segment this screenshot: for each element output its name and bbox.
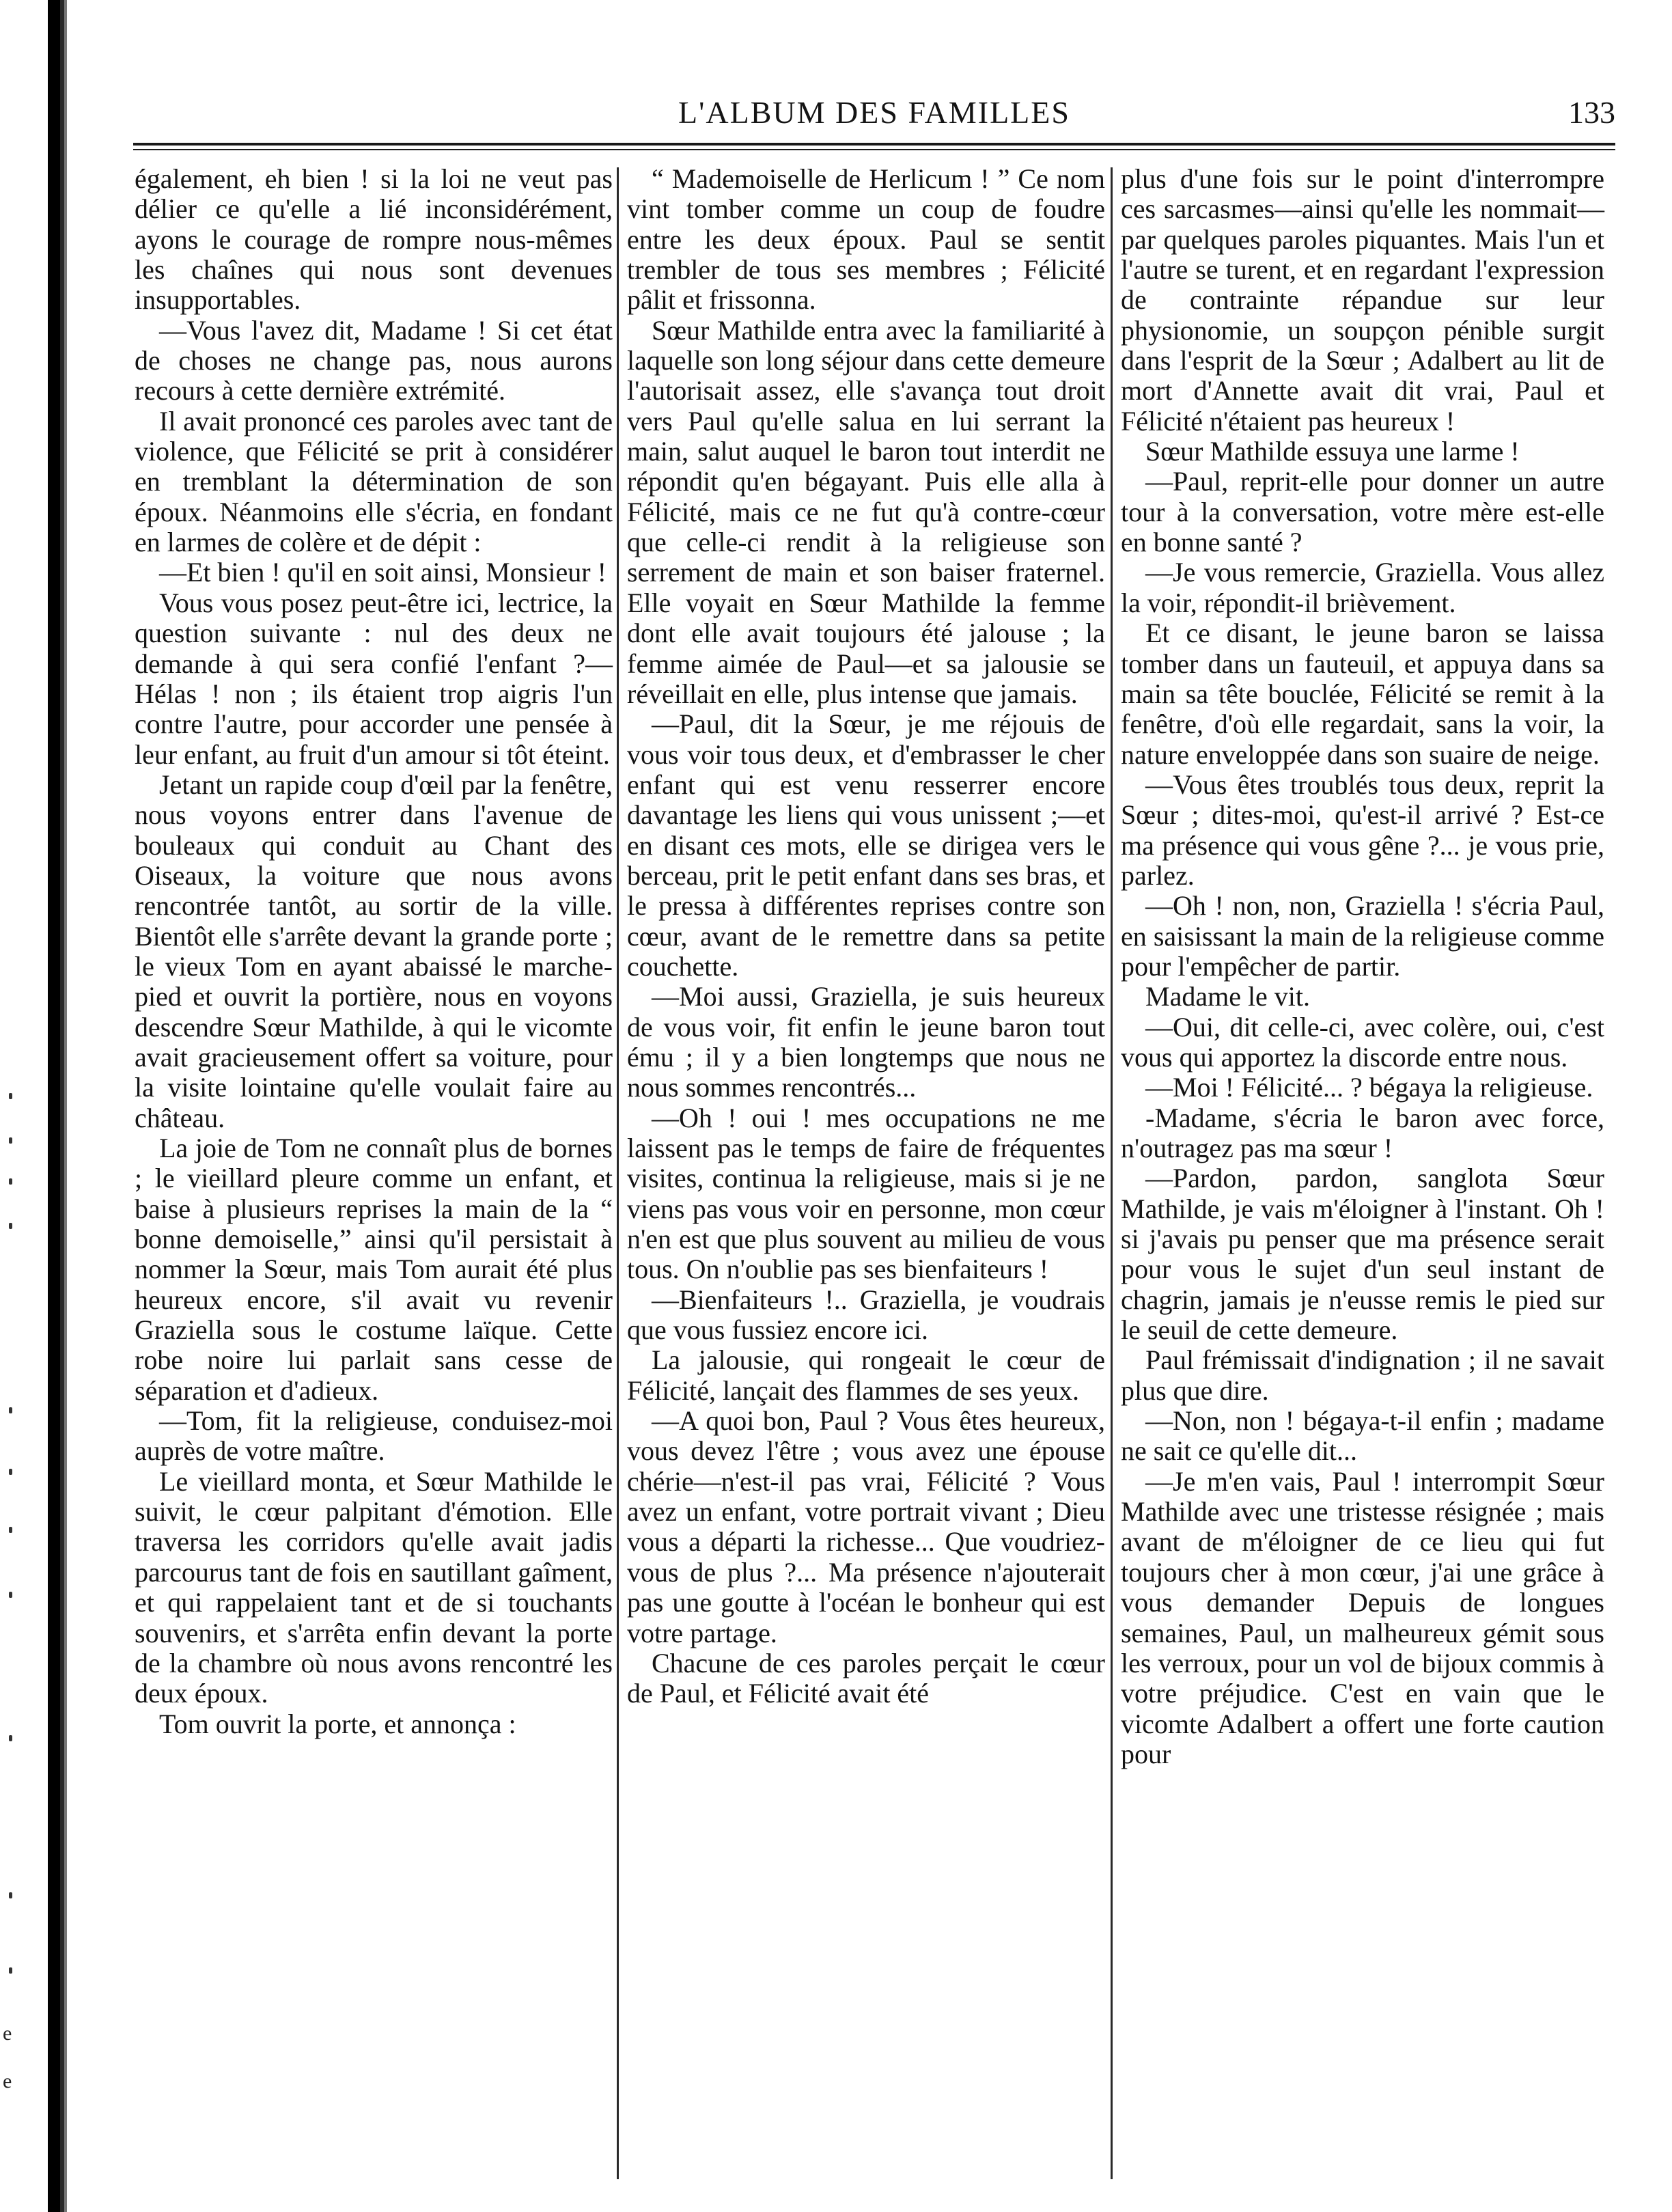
column-divider xyxy=(1111,167,1113,2179)
paragraph: —A quoi bon, Paul ? Vous êtes heureux, vous devez l'être ; vous avez une épouse chérie—n'est-il pas vrai, Félicité ? Vous avez un enfant, votre portrait vivant ; Dieu vous a départi la richesse... Que voudriez-vous de plus ?... Ma présence n'ajouterait pas une goutte à l'océan le bonheur qui est votre partage. xyxy=(627,1405,1105,1648)
paragraph: —Oui, dit celle-ci, avec colère, oui, c'est vous qui apportez la discorde entre nous. xyxy=(1121,1011,1604,1073)
paragraph: —Pardon, pardon, sanglota Sœur Mathilde, je vais m'éloigner à l'instant. Oh ! si j'avais pu penser que ma présence serait pour vous le sujet d'un seul instant de chagrin, jamais je n'eusse remis le pied sur le seuil de cette demeure. xyxy=(1121,1163,1604,1346)
margin-speck xyxy=(9,1223,12,1229)
page-number: 133 xyxy=(1568,95,1615,130)
paragraph: La joie de Tom ne connaît plus de bornes ; le vieillard pleure comme un enfant, et baise à plusieurs reprises la main de la “ bonne demoiselle,” ainsi qu'il persistait à nommer la Sœur, mais Tom aurait été plus heureux encore, s'il avait vu revenir Graziella sous le costume laïque. Cette robe noire lui parlait sans cesse de séparation et d'adieux. xyxy=(135,1133,613,1406)
paragraph: —Moi ! Félicité... ? bégaya la religieuse. xyxy=(1145,1072,1593,1103)
paragraph: —Oh ! oui ! mes occupations ne me laissent pas le temps de faire de fréquentes visites, continua la religieuse, mais si je ne viens pas vous voir en personne, mon cœur n'en est que plus souvent au milieu de vous tous. On n'oublie pas ses bienfaiteurs ! xyxy=(627,1102,1105,1285)
publication-title: L'ALBUM DES FAMILLES xyxy=(678,95,1070,130)
paragraph: Et ce disant, le jeune baron se laissa tomber dans un fauteuil, et appuya dans sa main sa tête bouclée, Félicité se remit à la fenêtre, d'où elle regardait, sans la voir, la nature enveloppée dans son suaire de neige. xyxy=(1121,618,1604,770)
paragraph: —Oh ! non, non, Graziella ! s'écria Paul, en saisissant la main de la religieuse comme pour l'empêcher de partir. xyxy=(1121,890,1604,982)
paragraph: —Paul, reprit-elle pour donner un autre tour à la conversation, votre mère est-elle en bonne santé ? xyxy=(1121,466,1604,558)
margin-mark: e xyxy=(3,2070,12,2092)
margin-speck xyxy=(9,1469,12,1475)
paragraph: —Tom, fit la religieuse, conduisez-moi auprès de votre maître. xyxy=(135,1405,613,1467)
running-header xyxy=(133,87,1615,135)
paragraph: Chacune de ces paroles perçait le cœur de Paul, et Félicité avait été xyxy=(627,1647,1105,1709)
paragraph: Jetant un rapide coup d'œil par la fenêtre, nous voyons entrer dans l'avenue de bouleaux qui conduit au Chant des Oiseaux, la voiture que nous avons rencontrée tantôt, au sortir de la ville. Bientôt elle s'arrête devant la grande porte ; le vieux Tom en ayant abaissé le marche-pied et ouvrit la portière, nous en voyons descendre Sœur Mathilde, à qui le vicomte avait gracieusement offert sa voiture, pour la visite lointaine qu'elle voulait faire au château. xyxy=(135,769,613,1133)
paragraph: —Je vous remercie, Graziella. Vous allez la voir, répondit-il brièvement. xyxy=(1121,557,1604,618)
paragraph: -Madame, s'écria le baron avec force, n'outragez pas ma sœur ! xyxy=(1121,1102,1604,1163)
paragraph: —Et bien ! qu'il en soit ainsi, Monsieur ! xyxy=(159,557,607,588)
margin-speck xyxy=(9,1527,12,1533)
paragraph: Vous vous posez peut-être ici, lectrice, la question suivante : nul des deux ne demande à qui sera confié l'enfant ?—Hélas ! non ; ils étaient trop aigris l'un contre l'autre, pour accorder une pensée à leur enfant, au fruit d'un amour si tôt éteint. xyxy=(135,587,613,770)
paragraph: —Je m'en vais, Paul ! interrompit Sœur Mathilde avec une tristesse résignée ; mais avant de m'éloigner de ce lieu qui fut toujours cher à mon cœur, j'ai une grâce à vous demander Depuis de longues semaines, Paul, un malheureux gémit sous les verroux, pour un vol de bijoux commis à votre préjudice. C'est en vain que le vicomte Adalbert a offert une forte caution pour xyxy=(1121,1465,1604,1769)
column-divider xyxy=(617,167,619,2179)
paragraph: —Vous êtes troublés tous deux, reprit la Sœur ; dites-moi, qu'est-il arrivé ? Est-ce ma présence qui vous gêne ?... je vous prie, parlez. xyxy=(1121,769,1604,891)
paragraph: plus d'une fois sur le point d'interrompre ces sarcasmes—ainsi qu'elle les nommait—par quelques paroles piquantes. Mais l'un et l'autre se turent, et en regardant l'expression de contrainte répandue sur leur physionomie, un soupçon pénible surgit dans l'esprit de la Sœur ; Adalbert au lit de mort d'Annette avait dit vrai, Paul et Félicité n'étaient pas heureux ! xyxy=(1121,163,1604,437)
paragraph: —Vous l'avez dit, Madame ! Si cet état de choses ne change pas, nous aurons recours à cette dernière extrémité. xyxy=(135,314,613,406)
paragraph: Madame le vit. xyxy=(1145,981,1311,1012)
paragraph: Sœur Mathilde entra avec la familiarité à laquelle son long séjour dans cette demeure l'autorisait assez, elle s'avança tout droit vers Paul qu'elle salua en lui serrant la main, salut auquel le baron tout interdit ne répondit qu'en bégayant. Puis elle alla à Félicité, mais ce ne fut qu'à contre-cœur que celle-ci rendit à la religieuse son serrement de main et son baiser fraternel. Elle voyait en Sœur Mathilde la femme dont elle avait toujours été jalouse ; la femme aimée de Paul—et sa jalousie se réveillait en elle, plus intense que jamais. xyxy=(627,314,1105,709)
paragraph: Tom ouvrit la porte, et annonça : xyxy=(159,1708,516,1739)
paragraph: également, eh bien ! si la loi ne veut pas délier ce qu'elle a lié inconsidérément, ayons le courage de rompre nous-mêmes les chaînes qui nous sont devenues insupportables. xyxy=(135,163,613,316)
paragraph: Il avait prononcé ces paroles avec tant de violence, que Félicité se prit à considérer en tremblant la détermination de son époux. Néanmoins elle s'écria, en fondant en larmes de colère et de dépit : xyxy=(135,405,613,558)
margin-speck xyxy=(9,1735,12,1741)
header-rule-thin xyxy=(133,149,1615,150)
paragraph: La jalousie, qui rongeait le cœur de Félicité, lançait des flammes de ses yeux. xyxy=(627,1344,1105,1406)
margin-speck xyxy=(9,1892,12,1898)
text-column-3 xyxy=(1121,164,1604,1769)
margin-mark: e xyxy=(3,2022,12,2045)
margin-speck xyxy=(9,1137,12,1144)
margin-speck xyxy=(9,1967,12,1974)
text-column-1 xyxy=(135,164,613,1739)
paragraph: —Paul, dit la Sœur, je me réjouis de vous voir tous deux, et d'embrasser le cher enfant qui est venu resserrer encore davantage les liens qui vous unissent ;—et en disant ces mots, elle se dirigea vers le berceau, prit le petit enfant dans ses bras, et le pressa à différentes reprises contre son cœur, avant de le remettre dans sa petite couchette. xyxy=(627,708,1105,982)
paragraph: —Moi aussi, Graziella, je suis heureux de vous voir, fit enfin le jeune baron tout ému ; il y a bien longtemps que nous ne nous sommes rencontrés... xyxy=(627,981,1105,1103)
paragraph: Le vieillard monta, et Sœur Mathilde le suivit, le cœur palpitant d'émotion. Elle traversa les corridors qu'elle avait jadis parcourus tant de fois en sautillant gaîment, et qui rappelaient tant et de si touchants souvenirs, et s'arrêta enfin devant la porte de la chambre où nous avons rencontré les deux époux. xyxy=(135,1465,613,1709)
paragraph: —Bienfaiteurs !.. Graziella, je voudrais que vous fussiez encore ici. xyxy=(627,1284,1105,1346)
paragraph: “ Mademoiselle de Herlicum ! ” Ce nom vint tomber comme un coup de foudre entre les deux époux. Paul se sentit trembler de tous ses membres ; Félicité pâlit et frissonna. xyxy=(627,163,1105,316)
margin-speck xyxy=(9,1093,12,1099)
margin-speck xyxy=(9,1407,12,1413)
text-column-2 xyxy=(627,164,1105,1709)
paragraph: —Non, non ! bégaya-t-il enfin ; madame ne sait ce qu'elle dit... xyxy=(1121,1405,1604,1467)
page-binding-edge xyxy=(48,0,70,2212)
margin-speck xyxy=(9,1592,12,1598)
margin-speck xyxy=(9,1178,12,1185)
paragraph: Sœur Mathilde essuya une larme ! xyxy=(1145,436,1520,467)
header-rule xyxy=(133,143,1615,146)
paragraph: Paul frémissait d'indignation ; il ne savait plus que dire. xyxy=(1121,1344,1604,1406)
